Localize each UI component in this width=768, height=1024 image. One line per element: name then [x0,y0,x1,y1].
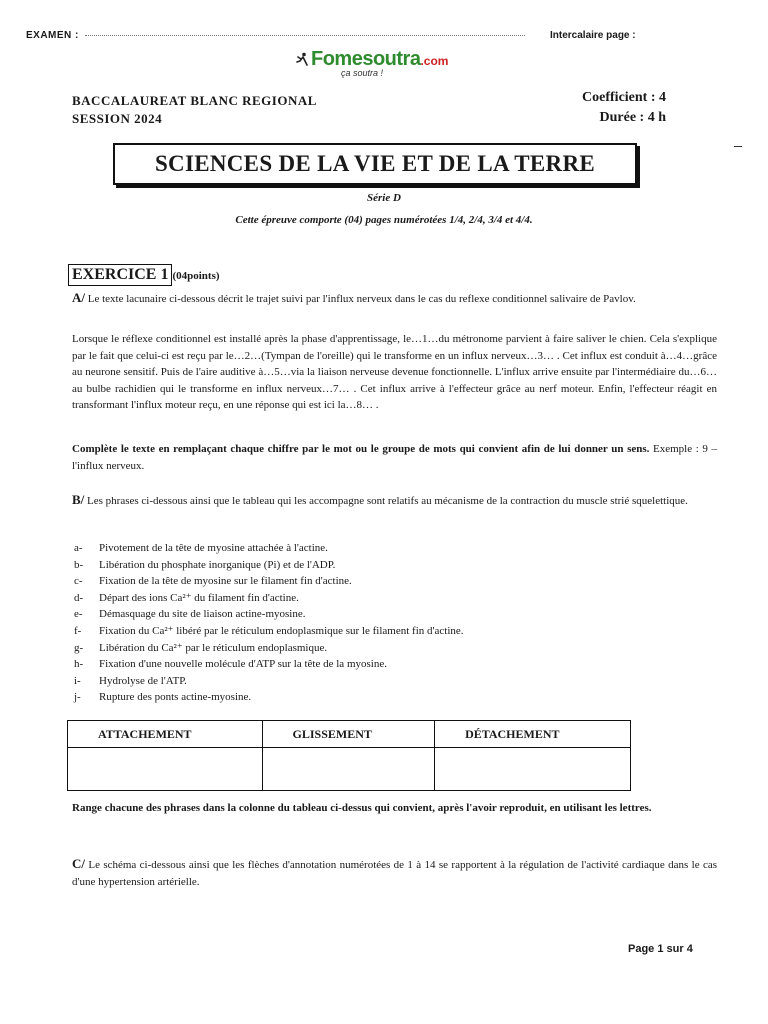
header-glissement: GLISSEMENT [262,721,435,748]
fomesoutra-logo [295,48,448,78]
part-b-statements [74,540,464,706]
header-attachement: ATTACHEMENT [68,721,263,748]
list-item: e- Démasquage du site de liaison actine-myosine. [74,608,306,621]
exam-session: SESSION 2024 [72,111,163,126]
list-item: f- Fixation du Ca²⁺ libéré par le réticulum endoplasmique sur le filament fin d'actine. [74,624,464,637]
cell-attachement [68,748,263,791]
subject-title-box [113,143,637,185]
cell-glissement [262,748,435,791]
part-b-intro [72,492,717,510]
exercise-1-label: EXERCICE 1 [68,264,172,286]
examen-label: EXAMEN : [26,30,79,41]
part-b-instruction: Range chacune des phrases dans la colonne du tableau ci-dessus qui convient, après l'avoir reproduit, en utilisant les lettres. [72,802,652,814]
table-header-row [68,721,631,748]
coefficient: Coefficient : 4 [582,90,666,105]
part-b-label: B/ [72,492,85,507]
page-number: Page 1 sur 4 [628,943,693,955]
examen-dotted-line [85,35,525,36]
cell-detachement [435,748,631,791]
runner-icon [295,52,309,66]
exercise-1-points: (04points) [172,270,220,282]
contraction-table [67,720,631,791]
subject-title: SCIENCES DE LA VIE ET DE LA TERRE [154,151,596,176]
part-a-intro-text: Le texte lacunaire ci-dessous décrit le trajet suivi par l'influx nerveux dans le cas du reflexe conditionnel salivaire de Pavlov. [85,293,636,305]
list-item: c- Fixation de la tête de myosine sur le filament fin d'actine. [74,575,352,588]
exam-title: BACCALAUREAT BLANC REGIONAL [72,93,317,108]
list-item: a- Pivotement de la tête de myosine attachée à l'actine. [74,542,328,554]
examen-line [26,30,525,41]
list-item: i- Hydrolyse de l'ATP. [74,674,187,687]
margin-dash [734,146,742,147]
part-c-label: C/ [72,856,85,871]
list-item: b- Libération du phosphate inorganique (Pi) et de l'ADP. [74,558,336,571]
list-item: j- Rupture des ponts actine-myosine. [74,691,252,704]
exercise-1-heading [68,264,220,286]
header-detachement: DÉTACHEMENT [435,721,631,748]
logo-tagline: ça soutra ! [341,68,384,78]
exam-heading [72,92,317,128]
part-a-instruction [72,441,717,474]
list-item: h- Fixation d'une nouvelle molécule d'ATP sur la tête de la myosine. [74,658,387,671]
part-b-intro-text: Les phrases ci-dessous ainsi que le tableau qui les accompagne sont relatifs au mécanisme de la contraction du muscle strié squelettique. [84,495,688,507]
part-a-label: A/ [72,290,85,305]
pages-note: Cette épreuve comporte (04) pages numérotées 1/4, 2/4, 3/4 et 4/4. [235,214,533,226]
part-a-instruction-text: Complète le texte en remplaçant chaque chiffre par le mot ou le groupe de mots qui convient afin de lui donner un sens. [72,443,650,455]
exam-meta [564,88,666,128]
list-item: g- Libération du Ca²⁺ par le réticulum endoplasmique. [74,641,328,654]
part-a-intro [72,290,717,308]
part-a-example: Exemple : 9 – l'influx nerveux. [72,443,717,472]
logo-tld: .com [420,54,449,68]
part-a-cloze-text: Lorsque le réflexe conditionnel est installé après la phase d'apprentissage, le…1…du métronome parvient à faire saliver le chien. Cela s'explique par le fait que celui-ci est reçu par le…2…(Tympan de l'oreille) qui le transforme en un influx nerveux…3… . Cet influx est conduit à…4…grâce au neurone sensitif. Puis de l'aire auditive à…5…via la liaison nerveuse devenue fonctionnelle. L'influx arrive ensuite par l'intermédiaire du…6…au bulbe rachidien qui le transforme en influx nerveux…7… . Cet influx arrive à l'effecteur grâce au nerf moteur. Enfin, l'effecteur réagit en transformant l'influx moteur reçu, en une réponse qui est ici la…8… . [72,333,717,411]
logo-brand: Fomesoutra [311,48,421,70]
table-row [68,748,631,791]
part-c-text: Le schéma ci-dessous ainsi que les flèches d'annotation numérotées de 1 à 14 se rapportent à la régulation de l'activité cardiaque dans le cas d'une hypertension artérielle. [72,859,717,888]
part-c-intro [72,856,717,890]
serie: Série D [367,192,401,204]
list-item: d- Départ des ions Ca²⁺ du filament fin d'actine. [74,591,299,604]
intercalaire-label: Intercalaire page : [550,30,636,41]
duration: Durée : 4 h [599,110,666,125]
